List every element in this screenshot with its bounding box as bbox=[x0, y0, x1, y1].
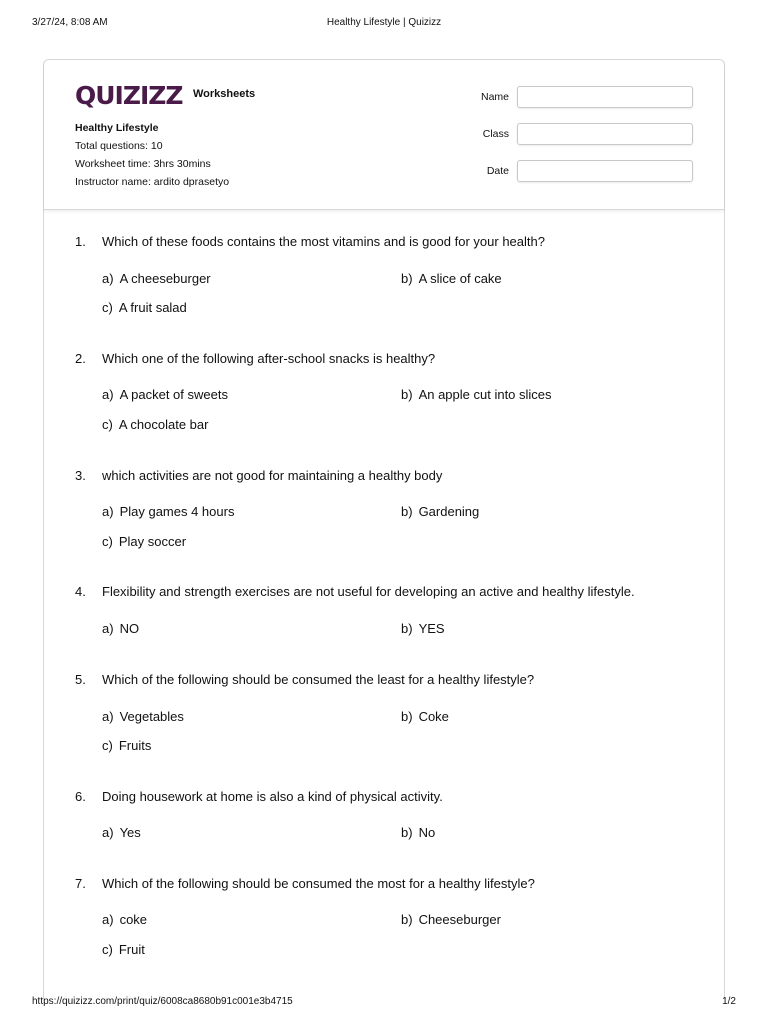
option-text: Cheeseburger bbox=[418, 912, 501, 927]
option-a[interactable] bbox=[102, 709, 184, 725]
question-label: Doing housework at home is also a kind of physical activity. bbox=[102, 789, 443, 804]
option-letter: b) bbox=[401, 387, 413, 402]
option-letter: a) bbox=[102, 387, 114, 402]
option-c[interactable] bbox=[102, 942, 145, 958]
question-label: Which one of the following after-school snacks is healthy? bbox=[102, 351, 436, 366]
question-label: Which of the following should be consumed the most for a healthy lifestyle? bbox=[102, 876, 535, 891]
question-number: 7. bbox=[75, 876, 86, 891]
option-letter: c) bbox=[102, 534, 113, 549]
class-label: Class bbox=[482, 128, 509, 140]
option-b[interactable] bbox=[401, 504, 479, 520]
option-text: NO bbox=[119, 621, 140, 636]
option-letter: b) bbox=[401, 271, 413, 286]
option-text: Gardening bbox=[418, 504, 480, 519]
question-number: 3. bbox=[75, 468, 86, 483]
option-c[interactable] bbox=[102, 417, 208, 433]
option-letter: b) bbox=[401, 912, 413, 927]
worksheet-header bbox=[44, 60, 724, 210]
question-number: 6. bbox=[75, 789, 86, 804]
print-header bbox=[0, 17, 768, 31]
option-letter: a) bbox=[102, 271, 114, 286]
question-label: Which of the following should be consumed the least for a healthy lifestyle? bbox=[102, 672, 535, 687]
option-text: Fruit bbox=[118, 942, 145, 957]
question-text bbox=[75, 584, 635, 600]
brand bbox=[75, 81, 256, 110]
option-text: Coke bbox=[418, 709, 449, 724]
option-letter: c) bbox=[102, 942, 113, 957]
total-questions: Total questions: 10 bbox=[75, 140, 163, 152]
option-text: A chocolate bar bbox=[118, 417, 209, 432]
question-text bbox=[75, 672, 534, 688]
question-number: 1. bbox=[75, 234, 86, 249]
question-number: 4. bbox=[75, 584, 86, 599]
name-label: Name bbox=[480, 91, 509, 103]
print-page-title: Healthy Lifestyle | Quizizz bbox=[326, 17, 442, 28]
worksheet bbox=[43, 59, 725, 999]
date-row bbox=[464, 160, 694, 197]
question-label: Which of these foods contains the most vitamins and is good for your health? bbox=[102, 234, 545, 249]
option-letter: c) bbox=[102, 417, 113, 432]
option-text: Vegetables bbox=[119, 709, 184, 724]
option-b[interactable] bbox=[401, 271, 502, 287]
option-letter: b) bbox=[401, 504, 413, 519]
option-text: coke bbox=[119, 912, 148, 927]
print-page-number: 1/2 bbox=[722, 996, 736, 1007]
option-b[interactable] bbox=[401, 825, 435, 841]
student-fields bbox=[464, 86, 694, 197]
option-a[interactable] bbox=[102, 271, 211, 287]
name-field[interactable] bbox=[517, 86, 693, 108]
question-text bbox=[75, 876, 535, 892]
option-text: Play games 4 hours bbox=[119, 504, 235, 519]
question-text bbox=[75, 234, 545, 250]
option-letter: c) bbox=[102, 738, 113, 753]
option-text: A cheeseburger bbox=[119, 271, 211, 286]
brand-subtitle: Worksheets bbox=[193, 87, 256, 100]
date-field[interactable] bbox=[517, 160, 693, 182]
option-letter: a) bbox=[102, 709, 114, 724]
option-letter: a) bbox=[102, 825, 114, 840]
worksheet-title: Healthy Lifestyle bbox=[75, 122, 159, 134]
date-label: Date bbox=[486, 165, 509, 177]
option-letter: b) bbox=[401, 709, 413, 724]
option-letter: a) bbox=[102, 504, 114, 519]
option-a[interactable] bbox=[102, 912, 147, 928]
option-text: A slice of cake bbox=[418, 271, 502, 286]
option-letter: c) bbox=[102, 300, 113, 315]
class-field[interactable] bbox=[517, 123, 693, 145]
worksheet-meta bbox=[75, 119, 229, 191]
option-b[interactable] bbox=[401, 621, 445, 637]
option-text: YES bbox=[418, 621, 445, 636]
option-a[interactable] bbox=[102, 504, 234, 520]
option-b[interactable] bbox=[401, 912, 501, 928]
name-row bbox=[464, 86, 694, 123]
option-c[interactable] bbox=[102, 534, 186, 550]
question-text bbox=[75, 351, 435, 367]
option-letter: a) bbox=[102, 621, 114, 636]
option-text: No bbox=[418, 825, 436, 840]
option-text: Yes bbox=[119, 825, 141, 840]
print-url: https://quizizz.com/print/quiz/6008ca8680b91c001e3b4715 bbox=[32, 996, 293, 1007]
question-text bbox=[75, 789, 443, 805]
option-c[interactable] bbox=[102, 738, 151, 754]
option-b[interactable] bbox=[401, 387, 552, 403]
option-a[interactable] bbox=[102, 621, 139, 637]
option-text: Fruits bbox=[118, 738, 152, 753]
quizizz-logo: QUIZIZZ bbox=[75, 81, 183, 110]
question-label: Flexibility and strength exercises are not useful for developing an active and healthy lifestyle. bbox=[102, 584, 635, 599]
question-text bbox=[75, 468, 442, 484]
option-letter: b) bbox=[401, 825, 413, 840]
option-text: An apple cut into slices bbox=[418, 387, 552, 402]
instructor-name: Instructor name: ardito dprasetyo bbox=[75, 176, 230, 188]
option-a[interactable] bbox=[102, 825, 141, 841]
option-letter: b) bbox=[401, 621, 413, 636]
question-number: 5. bbox=[75, 672, 86, 687]
option-a[interactable] bbox=[102, 387, 228, 403]
option-text: A fruit salad bbox=[118, 300, 187, 315]
option-letter: a) bbox=[102, 912, 114, 927]
question-number: 2. bbox=[75, 351, 86, 366]
class-row bbox=[464, 123, 694, 160]
option-text: Play soccer bbox=[118, 534, 187, 549]
option-b[interactable] bbox=[401, 709, 449, 725]
print-footer bbox=[0, 996, 768, 1010]
option-text: A packet of sweets bbox=[119, 387, 228, 402]
print-datetime: 3/27/24, 8:08 AM bbox=[32, 17, 108, 28]
question-label: which activities are not good for maintaining a healthy body bbox=[102, 468, 443, 483]
option-c[interactable] bbox=[102, 300, 187, 316]
worksheet-time: Worksheet time: 3hrs 30mins bbox=[75, 158, 211, 170]
